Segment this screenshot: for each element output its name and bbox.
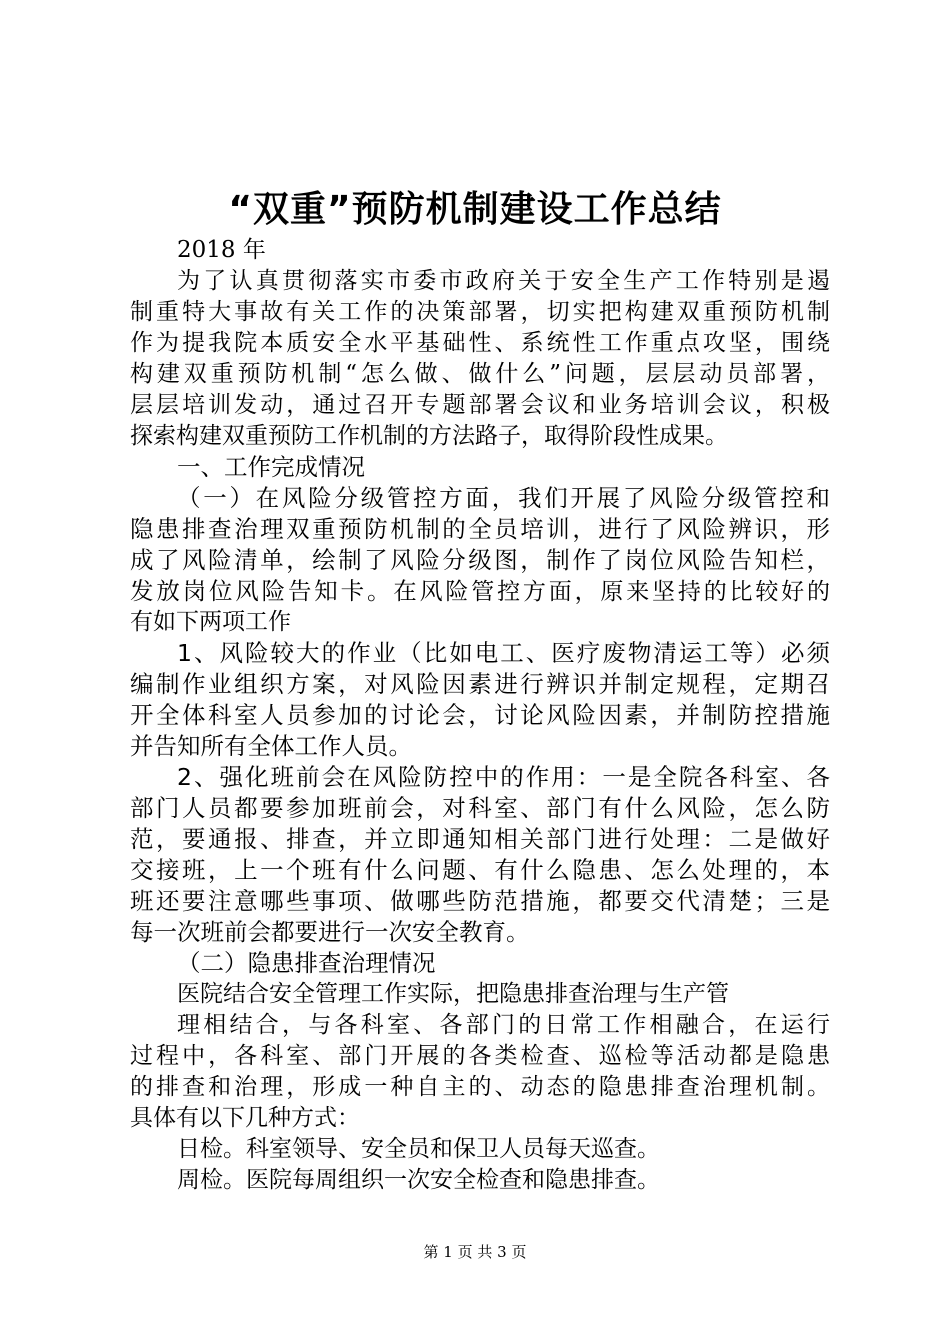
- text-line: 一、工作完成情况: [177, 453, 365, 481]
- text-line: 交接班，上一个班有什么问题、有什么隐患、怎么处理的，本: [130, 856, 830, 884]
- page-footer: 第 1 页 共 3 页: [423, 1243, 527, 1261]
- text-line: 的排查和治理，形成一种自主的、动态的隐患排查治理机制。: [130, 1074, 830, 1100]
- text-line: 过程中，各科室、部门开展的各类检查、巡检等活动都是隐患: [130, 1043, 830, 1069]
- text-line: 2、强化班前会在风险防控中的作用：一是全院各科室、各: [177, 763, 830, 791]
- text-line: 作为提我院本质安全水平基础性、系统性工作重点攻坚，围绕: [130, 330, 830, 356]
- text-line: 探索构建双重预防工作机制的方法路子，取得阶段性成果。: [130, 423, 728, 449]
- text-line: 部门人员都要参加班前会，对科室、部门有什么风险，怎么防: [130, 794, 830, 822]
- text-line: 范，要通报、排查，并立即通知相关部门进行处理：二是做好: [130, 825, 830, 853]
- text-line: 编制作业组织方案，对风险因素进行辨识并制定规程，定期召: [130, 670, 830, 698]
- text-line: （一）在风险分级管控方面，我们开展了风险分级管控和: [177, 484, 830, 512]
- text-line: 开全体科室人员参加的讨论会，讨论风险因素，并制防控措施: [130, 701, 830, 729]
- text-line: （二）隐患排查治理情况: [177, 949, 436, 977]
- text-line: 医院结合安全管理工作实际，把隐患排查治理与生产管: [177, 981, 729, 1007]
- text-line: 1、风险较大的作业（比如电工、医疗废物清运工等）必须: [177, 639, 830, 667]
- text-line: 制重特大事故有关工作的决策部署，切实把构建双重预防机制: [130, 299, 830, 325]
- text-line: 并告知所有全体工作人员。: [130, 732, 412, 760]
- page-title: “双重”预防机制建设工作总结: [228, 189, 722, 230]
- text-line: 层层培训发动，通过召开专题部署会议和业务培训会议，积极: [130, 392, 830, 418]
- text-line: 理相结合，与各科室、各部门的日常工作相融合，在运行: [177, 1012, 830, 1038]
- text-line: 具体有以下几种方式：: [130, 1105, 360, 1131]
- text-line: 日检。科室领导、安全员和保卫人员每天巡查。: [177, 1136, 660, 1162]
- text-line: 每一次班前会都要进行一次安全教育。: [130, 918, 530, 946]
- text-line: 构建双重预防机制“怎么做、做什么”问题，层层动员部署，: [130, 361, 830, 387]
- text-line: 周检。医院每周组织一次安全检查和隐患排查。: [177, 1167, 660, 1193]
- text-segment: 发放岗位风险告知卡。在: [130, 577, 420, 605]
- text-line: 成了风险清单，绘制了风险分级图，制作了岗位风险告知栏，: [130, 546, 830, 574]
- text-line: 班还要注意哪些事项、做哪些防范措施，都要交代清楚；三是: [130, 887, 830, 915]
- text-line: 为了认真贯彻落实市委市政府关于安全生产工作特别是遏: [177, 268, 830, 294]
- text-line: 有如下两项工作: [130, 609, 291, 635]
- text-segment: 风险管控方面，原来坚持的比较好的: [419, 579, 830, 605]
- text-line: [130, 576, 830, 607]
- text-line: 隐患排查治理双重预防机制的全员培训，进行了风险辨识，形: [130, 515, 830, 543]
- document-body: [130, 235, 830, 1196]
- text-line: 2018 年: [177, 237, 266, 263]
